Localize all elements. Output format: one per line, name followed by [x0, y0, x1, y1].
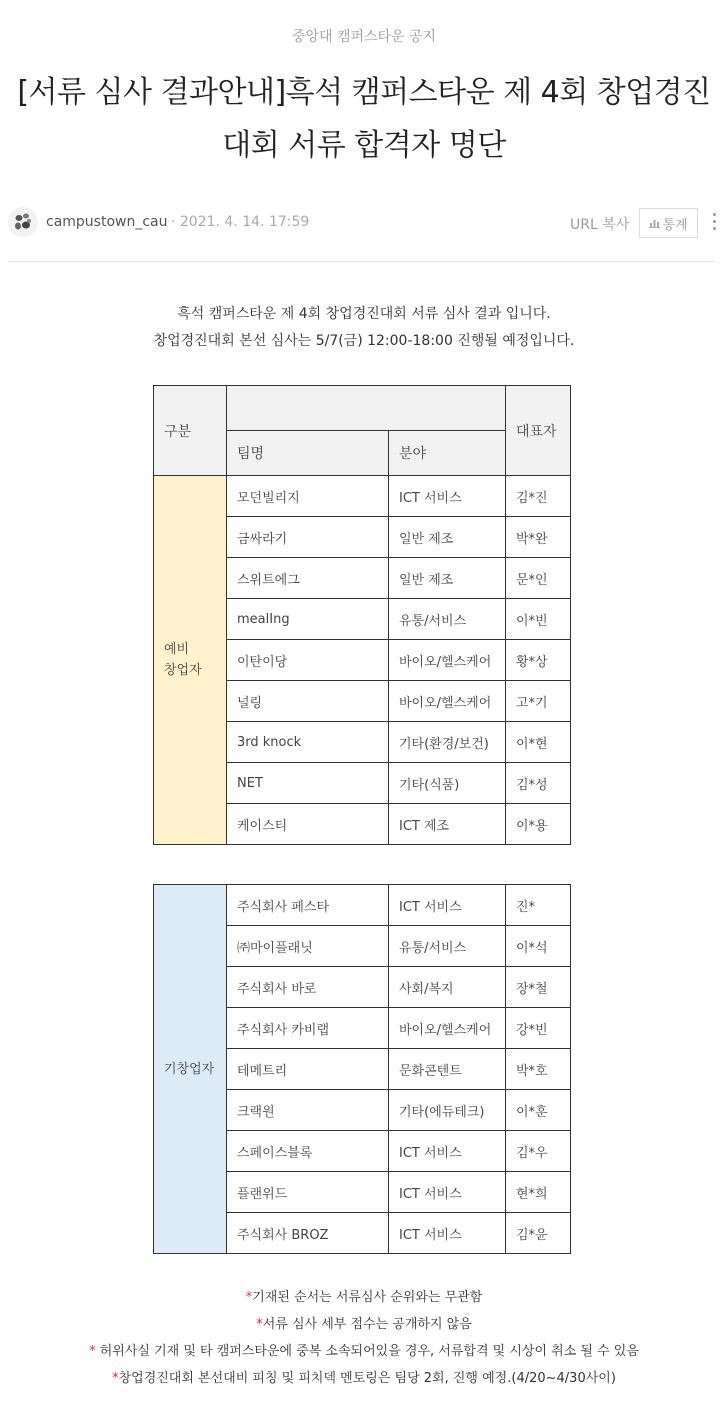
header-blank	[227, 386, 506, 431]
intro-line1: 흑석 캠퍼스타운 제 4회 창업경진대회 서류 심사 결과 입니다.	[177, 306, 551, 322]
avatar[interactable]	[8, 207, 38, 237]
field-cell: 바이오/헬스케어	[389, 1008, 506, 1049]
divider	[8, 261, 715, 262]
field-cell: ICT 서비스	[389, 1131, 506, 1172]
team-name-cell: 스위트에그	[227, 558, 389, 599]
post-category[interactable]: 중앙대 캠퍼스타운 공지	[291, 29, 437, 45]
group-prelim-founders: 예비 창업자	[154, 476, 227, 845]
header-category: 구분	[154, 386, 227, 476]
field-cell: ICT 서비스	[389, 885, 506, 926]
rep-cell: 현*희	[506, 1172, 571, 1213]
note-text: 창업경진대회 본선대비 피칭 및 피치덱 멘토링은 팀당 2회, 진행 예정.(4/20~4/30사이)	[118, 1371, 616, 1386]
field-cell: ICT 서비스	[389, 1213, 506, 1254]
note-item	[0, 1365, 728, 1392]
rep-cell: 장*철	[506, 967, 571, 1008]
rep-cell: 김*진	[506, 476, 571, 517]
team-name-cell: 이탄이당	[227, 640, 389, 681]
team-name-cell: mealIng	[227, 599, 389, 640]
field-cell: 유통/서비스	[389, 599, 506, 640]
team-name-cell: NET	[227, 763, 389, 804]
team-name-cell: 테메트리	[227, 1049, 389, 1090]
rep-cell: 고*기	[506, 681, 571, 722]
team-name-cell: 주식회사 페스타	[227, 885, 389, 926]
rep-cell: 문*인	[506, 558, 571, 599]
field-cell: 기타(환경/보건)	[389, 722, 506, 763]
field-cell: 유통/서비스	[389, 926, 506, 967]
team-name-cell: 3rd knock	[227, 722, 389, 763]
rep-cell: 박*호	[506, 1049, 571, 1090]
field-cell: 일반 제조	[389, 517, 506, 558]
rep-cell: 이*용	[506, 804, 571, 845]
rep-cell: 황*상	[506, 640, 571, 681]
team-name-cell: 스페이스블록	[227, 1131, 389, 1172]
header-team: 팀명	[227, 431, 389, 476]
rep-cell: 김*윤	[506, 1213, 571, 1254]
post-title-line1: [서류 심사 결과안내]흑석 캠퍼스타운 제 4회 창업경진	[17, 75, 711, 110]
note-item	[0, 1311, 728, 1338]
note-item	[0, 1284, 728, 1311]
note-text: 기재된 순서는 서류심사 순위와는 무관함	[252, 1290, 483, 1305]
note-star: *	[89, 1344, 96, 1359]
team-name-cell: 케이스티	[227, 804, 389, 845]
note-star: *	[245, 1290, 253, 1305]
post-title	[0, 66, 728, 172]
team-name-cell: 주식회사 카비랩	[227, 1008, 389, 1049]
existing-founders-table	[153, 884, 571, 1254]
field-cell: 문화콘텐트	[389, 1049, 506, 1090]
author-name[interactable]: campustown_cau	[46, 214, 168, 230]
field-cell: ICT 서비스	[389, 1172, 506, 1213]
header-field: 분야	[389, 431, 506, 476]
note-text: 허위사실 기재 및 타 캠퍼스타운에 중복 소속되어있을 경우, 서류합격 및 시상이 취소 될 수 있음	[95, 1344, 639, 1359]
rep-cell: 진*	[506, 885, 571, 926]
team-name-cell: 널링	[227, 681, 389, 722]
field-cell: 기타(식품)	[389, 763, 506, 804]
field-cell: 바이오/헬스케어	[389, 640, 506, 681]
team-name-cell: ㈜마이플래닛	[227, 926, 389, 967]
field-cell: ICT 서비스	[389, 476, 506, 517]
rep-cell: 이*빈	[506, 599, 571, 640]
team-name-cell: 크랙원	[227, 1090, 389, 1131]
team-name-cell: 금싸라기	[227, 517, 389, 558]
table-row	[154, 885, 571, 926]
stats-button[interactable]	[639, 208, 698, 238]
team-name-cell: 모던빌리지	[227, 476, 389, 517]
rep-cell: 박*완	[506, 517, 571, 558]
rep-cell: 강*빈	[506, 1008, 571, 1049]
rep-cell: 이*현	[506, 722, 571, 763]
prelim-founders-table	[153, 385, 571, 845]
author-row	[8, 205, 720, 241]
post-title-line2: 대회 서류 합격자 명단	[222, 128, 506, 163]
post-date: · 2021. 4. 14. 17:59	[171, 214, 310, 230]
stats-label: 통계	[662, 217, 688, 233]
team-name-cell: 플랜위드	[227, 1172, 389, 1213]
table-row	[154, 476, 571, 517]
notes	[0, 1284, 728, 1392]
rep-cell: 이*석	[506, 926, 571, 967]
field-cell: 사회/복지	[389, 967, 506, 1008]
field-cell: ICT 제조	[389, 804, 506, 845]
header-rep: 대표자	[506, 386, 571, 476]
team-name-cell: 주식회사 바로	[227, 967, 389, 1008]
url-copy-button[interactable]: URL 복사	[570, 217, 630, 233]
rep-cell: 김*성	[506, 763, 571, 804]
intro-line2: 창업경진대회 본선 심사는 5/7(금) 12:00-18:00 진행될 예정입니다.	[153, 333, 575, 349]
note-item	[0, 1338, 728, 1365]
rep-cell: 이*훈	[506, 1090, 571, 1131]
note-text: 서류 심사 세부 점수는 공개하지 않음	[262, 1317, 472, 1332]
group-existing-founders: 기창업자	[154, 885, 227, 1254]
note-star: *	[256, 1317, 263, 1332]
team-name-cell: 주식회사 BROZ	[227, 1213, 389, 1254]
bar-chart-icon	[649, 218, 660, 228]
avatar-logo-icon	[8, 207, 38, 237]
rep-cell: 김*우	[506, 1131, 571, 1172]
field-cell: 바이오/헬스케어	[389, 681, 506, 722]
more-vertical-icon[interactable]	[708, 209, 720, 237]
field-cell: 일반 제조	[389, 558, 506, 599]
field-cell: 기타(에듀테크)	[389, 1090, 506, 1131]
note-star: *	[112, 1371, 119, 1386]
intro-text	[0, 301, 728, 355]
